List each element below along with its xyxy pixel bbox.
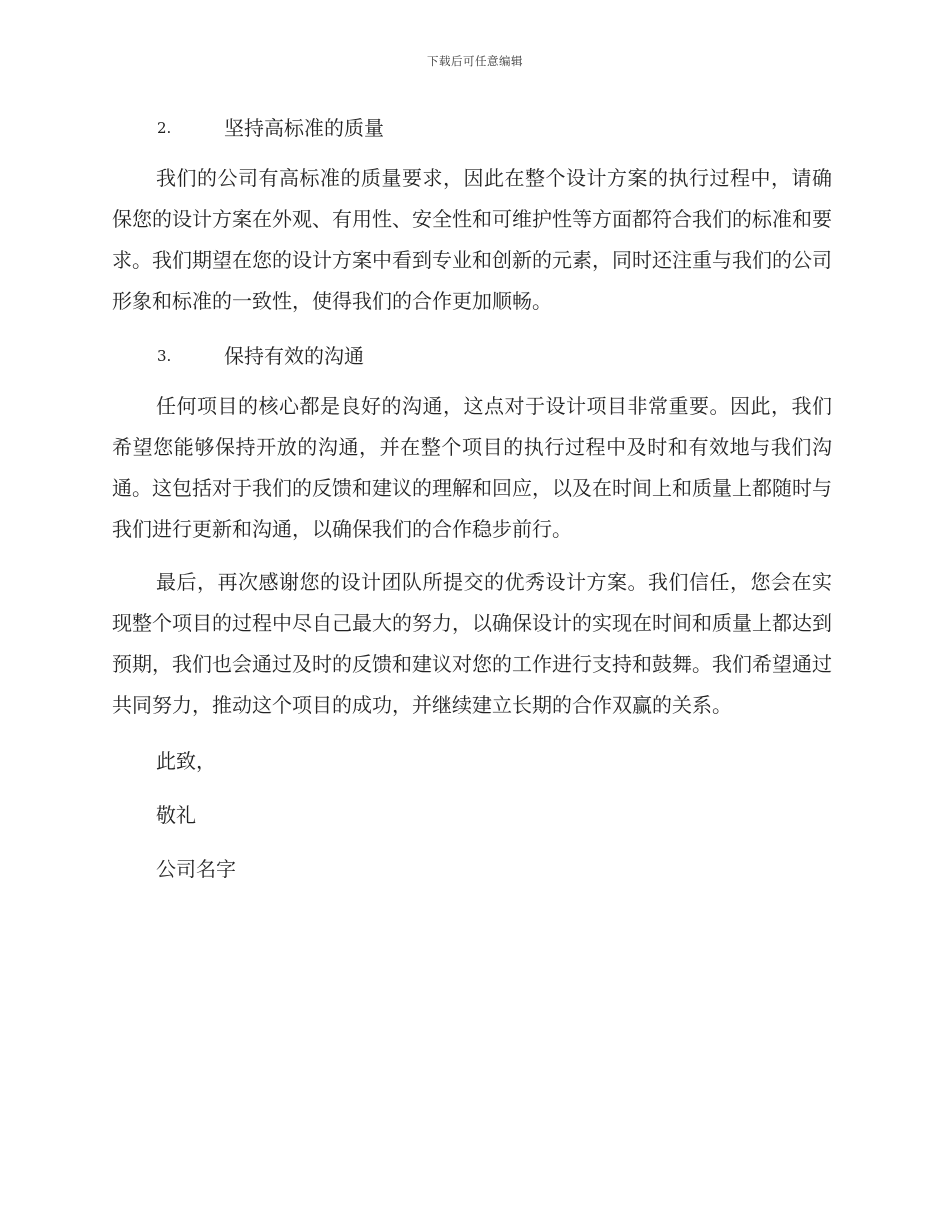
section-title: 保持有效的沟通: [224, 344, 364, 368]
document-body: [112, 106, 832, 900]
section-paragraph-quality: 我们的公司有高标准的质量要求，因此在整个设计方案的执行过程中，请确保您的设计方案在外观、有用性、安全性和可维护性等方面都符合我们的标准和要求。我们期望在您的设计方案中看到专业和创新的元素，同时还注重与我们的公司形象和标准的一致性，使得我们的合作更加顺畅。: [112, 166, 832, 313]
page-header: 下载后可任意编辑: [427, 54, 523, 68]
section-paragraph-communication: 任何项目的核心都是良好的沟通，这点对于设计项目非常重要。因此，我们希望您能够保持开放的沟通，并在整个项目的执行过程中及时和有效地与我们沟通。这包括对于我们的反馈和建议的理解和回应，以及在时间上和质量上都随时与我们进行更新和沟通，以确保我们的合作稳步前行。: [112, 394, 832, 541]
section-heading-quality: [112, 106, 832, 150]
conclusion-paragraph: 最后，再次感谢您的设计团队所提交的优秀设计方案。我们信任，您会在实现整个项目的过程中尽自己最大的努力，以确保设计的实现在时间和质量上都达到预期，我们也会通过及时的反馈和建议对您的工作进行支持和鼓舞。我们希望通过共同努力，推动这个项目的成功，并继续建立长期的合作双赢的关系。: [112, 570, 832, 717]
section-title: 坚持高标准的质量: [224, 116, 384, 140]
section-number: 2.: [157, 119, 172, 137]
closing-salutation: 此致，: [156, 749, 216, 773]
signature: 公司名字: [156, 857, 236, 881]
closing-regards: 敬礼: [156, 803, 196, 827]
section-heading-communication: [112, 334, 832, 378]
section-number: 3.: [157, 347, 172, 365]
